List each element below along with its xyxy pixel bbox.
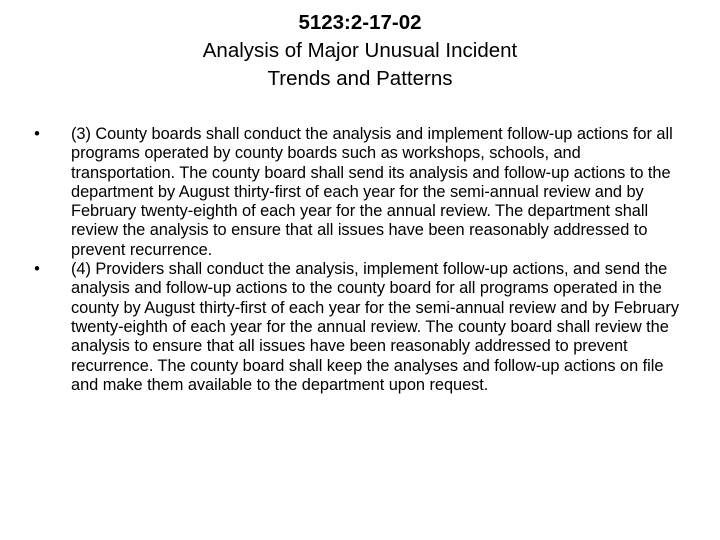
bullet-item-4 <box>30 260 685 395</box>
slide-title <box>0 9 720 93</box>
title-line-2: Trends and Patterns <box>267 67 453 90</box>
title-line-1: Analysis of Major Unusual Incident <box>202 39 518 62</box>
bullet-marker: • <box>34 125 40 143</box>
bullet-text: (4) Providers shall conduct the analysis, implement follow-up actions, and send the analysis and follow-up actions to the county board for all programs operated in the county by August thirty-first of each year for the semi-annual review and by February twenty-eighth of each year for the annual review. The county board shall review the analysis to ensure that all issues have been reasonably addressed to prevent recurrence. The county board shall keep the analyses and follow-up actions on file and make them available to the department upon request. <box>71 260 679 394</box>
rule-code: 5123:2-17-02 <box>298 11 422 34</box>
bullet-text: (3) County boards shall conduct the analysis and implement follow-up actions for all programs operated by county boards such as workshops, schools, and transportation. The county board shall send its analysis and follow-up actions to the department by August thirty-first of each year for the semi-annual review and by February twenty-eighth of each year for the annual review. The department shall review the analysis to ensure that all issues have been reasonably addressed to prevent recurrence. <box>71 125 673 259</box>
bullet-item-3 <box>30 125 685 260</box>
bullet-list <box>30 125 685 395</box>
bullet-marker: • <box>34 260 40 279</box>
